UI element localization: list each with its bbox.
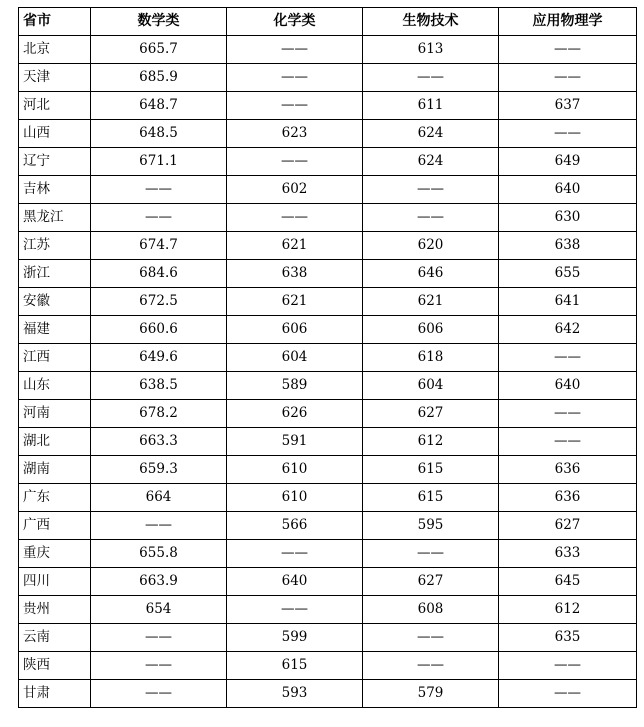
biotech-cell: 606	[363, 316, 499, 344]
table-row	[19, 596, 637, 624]
chemistry-cell: 591	[227, 428, 363, 456]
biotech-cell: ——	[363, 624, 499, 652]
biotech-cell: 595	[363, 512, 499, 540]
province-cell: 广西	[19, 512, 91, 540]
math-cell: ——	[91, 624, 227, 652]
applied-physics-cell: 640	[499, 372, 637, 400]
math-cell: 655.8	[91, 540, 227, 568]
applied-physics-cell: 640	[499, 176, 637, 204]
header-biotech: 生物技术	[363, 8, 499, 36]
province-cell: 湖南	[19, 456, 91, 484]
applied-physics-cell: 612	[499, 596, 637, 624]
biotech-cell: ——	[363, 652, 499, 680]
table-row	[19, 260, 637, 288]
table-body	[19, 36, 637, 708]
chemistry-cell: 638	[227, 260, 363, 288]
province-cell: 甘肃	[19, 680, 91, 708]
province-cell: 河南	[19, 400, 91, 428]
chemistry-cell: 602	[227, 176, 363, 204]
chemistry-cell: ——	[227, 540, 363, 568]
biotech-cell: 621	[363, 288, 499, 316]
chemistry-cell: 604	[227, 344, 363, 372]
biotech-cell: ——	[363, 64, 499, 92]
province-cell: 江苏	[19, 232, 91, 260]
province-cell: 河北	[19, 92, 91, 120]
province-cell: 贵州	[19, 596, 91, 624]
math-cell: ——	[91, 176, 227, 204]
province-cell: 福建	[19, 316, 91, 344]
table-row	[19, 232, 637, 260]
math-cell: 664	[91, 484, 227, 512]
chemistry-cell: ——	[227, 64, 363, 92]
header-chemistry: 化学类	[227, 8, 363, 36]
score-table	[18, 7, 637, 708]
province-cell: 安徽	[19, 288, 91, 316]
table-row	[19, 540, 637, 568]
math-cell: 654	[91, 596, 227, 624]
chemistry-cell: 640	[227, 568, 363, 596]
biotech-cell: 608	[363, 596, 499, 624]
math-cell: 649.6	[91, 344, 227, 372]
math-cell: ——	[91, 652, 227, 680]
province-cell: 四川	[19, 568, 91, 596]
province-cell: 北京	[19, 36, 91, 64]
table-row	[19, 652, 637, 680]
chemistry-cell: ——	[227, 148, 363, 176]
applied-physics-cell: 636	[499, 456, 637, 484]
province-cell: 吉林	[19, 176, 91, 204]
biotech-cell: ——	[363, 176, 499, 204]
chemistry-cell: 610	[227, 456, 363, 484]
table-row	[19, 148, 637, 176]
chemistry-cell: 623	[227, 120, 363, 148]
province-cell: 湖北	[19, 428, 91, 456]
province-cell: 陕西	[19, 652, 91, 680]
math-cell: 678.2	[91, 400, 227, 428]
applied-physics-cell: ——	[499, 120, 637, 148]
table-row	[19, 204, 637, 232]
applied-physics-cell: 633	[499, 540, 637, 568]
math-cell: 660.6	[91, 316, 227, 344]
applied-physics-cell: 636	[499, 484, 637, 512]
math-cell: 659.3	[91, 456, 227, 484]
header-math: 数学类	[91, 8, 227, 36]
applied-physics-cell: 637	[499, 92, 637, 120]
chemistry-cell: 621	[227, 232, 363, 260]
header-applied-physics: 应用物理学	[499, 8, 637, 36]
applied-physics-cell: 627	[499, 512, 637, 540]
province-cell: 黑龙江	[19, 204, 91, 232]
biotech-cell: 579	[363, 680, 499, 708]
biotech-cell: 646	[363, 260, 499, 288]
math-cell: ——	[91, 204, 227, 232]
table-row	[19, 344, 637, 372]
applied-physics-cell: 655	[499, 260, 637, 288]
table-row	[19, 316, 637, 344]
math-cell: 674.7	[91, 232, 227, 260]
chemistry-cell: ——	[227, 204, 363, 232]
table-row	[19, 680, 637, 708]
applied-physics-cell: 635	[499, 624, 637, 652]
table-row	[19, 428, 637, 456]
applied-physics-cell: 649	[499, 148, 637, 176]
biotech-cell: 612	[363, 428, 499, 456]
applied-physics-cell: 638	[499, 232, 637, 260]
biotech-cell: 611	[363, 92, 499, 120]
table-row	[19, 456, 637, 484]
chemistry-cell: ——	[227, 36, 363, 64]
province-cell: 山东	[19, 372, 91, 400]
table-row	[19, 64, 637, 92]
chemistry-cell: 615	[227, 652, 363, 680]
table-row	[19, 568, 637, 596]
applied-physics-cell: 645	[499, 568, 637, 596]
applied-physics-cell: 642	[499, 316, 637, 344]
table-row	[19, 176, 637, 204]
math-cell: 663.3	[91, 428, 227, 456]
biotech-cell: 624	[363, 148, 499, 176]
biotech-cell: 604	[363, 372, 499, 400]
biotech-cell: 618	[363, 344, 499, 372]
province-cell: 辽宁	[19, 148, 91, 176]
chemistry-cell: 589	[227, 372, 363, 400]
applied-physics-cell: ——	[499, 428, 637, 456]
math-cell: 665.7	[91, 36, 227, 64]
chemistry-cell: 593	[227, 680, 363, 708]
biotech-cell: 613	[363, 36, 499, 64]
table-row	[19, 624, 637, 652]
province-cell: 天津	[19, 64, 91, 92]
table-row	[19, 288, 637, 316]
math-cell: 648.5	[91, 120, 227, 148]
chemistry-cell: 606	[227, 316, 363, 344]
table-row	[19, 400, 637, 428]
province-cell: 重庆	[19, 540, 91, 568]
biotech-cell: 627	[363, 400, 499, 428]
table-row	[19, 372, 637, 400]
math-cell: 638.5	[91, 372, 227, 400]
province-cell: 浙江	[19, 260, 91, 288]
applied-physics-cell: ——	[499, 344, 637, 372]
chemistry-cell: 626	[227, 400, 363, 428]
chemistry-cell: 621	[227, 288, 363, 316]
math-cell: 671.1	[91, 148, 227, 176]
applied-physics-cell: ——	[499, 36, 637, 64]
math-cell: 672.5	[91, 288, 227, 316]
table-row	[19, 484, 637, 512]
biotech-cell: 627	[363, 568, 499, 596]
applied-physics-cell: 641	[499, 288, 637, 316]
province-cell: 广东	[19, 484, 91, 512]
math-cell: 663.9	[91, 568, 227, 596]
biotech-cell: 620	[363, 232, 499, 260]
applied-physics-cell: ——	[499, 680, 637, 708]
header-row	[19, 8, 637, 36]
header-province: 省市	[19, 8, 91, 36]
applied-physics-cell: ——	[499, 64, 637, 92]
biotech-cell: 624	[363, 120, 499, 148]
province-cell: 山西	[19, 120, 91, 148]
applied-physics-cell: ——	[499, 652, 637, 680]
math-cell: 648.7	[91, 92, 227, 120]
chemistry-cell: 610	[227, 484, 363, 512]
applied-physics-cell: ——	[499, 400, 637, 428]
applied-physics-cell: 630	[499, 204, 637, 232]
chemistry-cell: 566	[227, 512, 363, 540]
math-cell: 684.6	[91, 260, 227, 288]
province-cell: 江西	[19, 344, 91, 372]
chemistry-cell: ——	[227, 596, 363, 624]
math-cell: 685.9	[91, 64, 227, 92]
table-row	[19, 92, 637, 120]
biotech-cell: 615	[363, 484, 499, 512]
table-row	[19, 120, 637, 148]
biotech-cell: 615	[363, 456, 499, 484]
table-row	[19, 512, 637, 540]
biotech-cell: ——	[363, 204, 499, 232]
table-row	[19, 36, 637, 64]
math-cell: ——	[91, 680, 227, 708]
chemistry-cell: 599	[227, 624, 363, 652]
province-cell: 云南	[19, 624, 91, 652]
math-cell: ——	[91, 512, 227, 540]
chemistry-cell: ——	[227, 92, 363, 120]
biotech-cell: ——	[363, 540, 499, 568]
